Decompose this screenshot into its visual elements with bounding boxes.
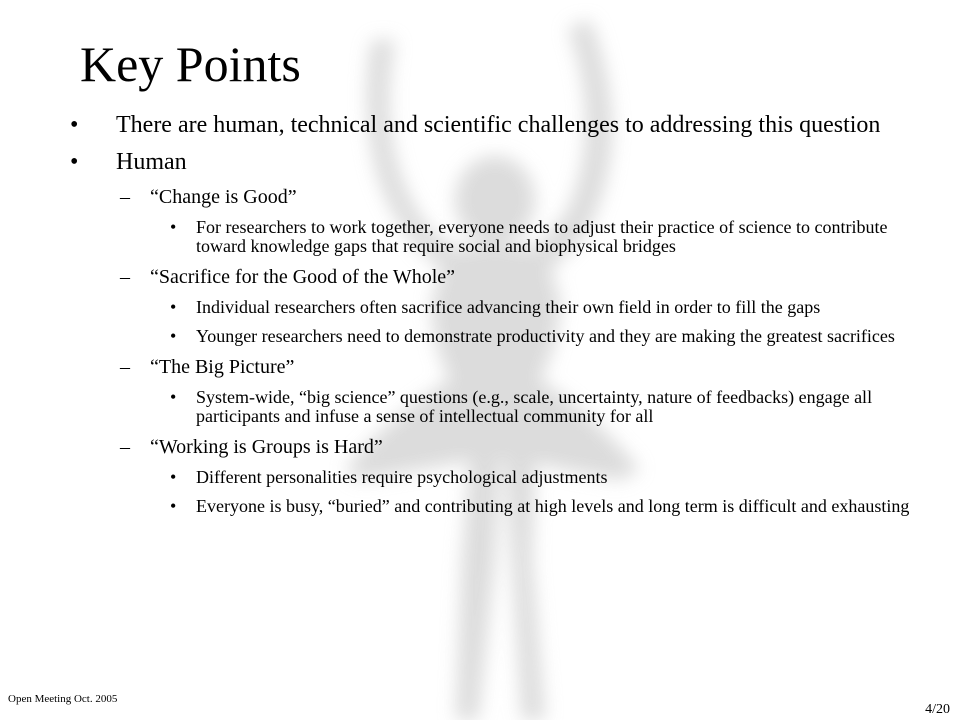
sub-bullet-text: Different personalities require psychological adjustments: [196, 467, 608, 487]
sub-bullet: [70, 497, 930, 516]
sub-heading-text: “The Big Picture”: [150, 356, 295, 378]
sub-bullet-text: Younger researchers need to demonstrate productivity and they are making the greatest sacrifices: [196, 326, 895, 346]
bullet-icon: •: [170, 297, 177, 317]
sub-bullet: [70, 327, 930, 346]
sub-bullet: [70, 298, 930, 317]
dash-icon: –: [120, 356, 130, 378]
sub-bullet: [70, 218, 930, 256]
bullet-icon: •: [170, 217, 177, 237]
dash-icon: –: [120, 186, 130, 208]
bullet-text: There are human, technical and scientific challenges to addressing this question: [116, 112, 881, 138]
sub-heading: [70, 186, 930, 208]
page-number: 4/20: [925, 702, 950, 717]
bullet-point: [70, 112, 930, 138]
slide-footer: Open Meeting Oct. 2005: [8, 693, 118, 705]
dash-icon: –: [120, 266, 130, 288]
bullet-icon: •: [170, 387, 177, 407]
sub-heading: [70, 266, 930, 288]
bullet-icon: •: [170, 496, 177, 516]
sub-heading-text: “Sacrifice for the Good of the Whole”: [150, 266, 456, 288]
sub-heading-text: “Working is Groups is Hard”: [150, 436, 383, 458]
bullet-icon: •: [70, 112, 79, 138]
bullet-text: Human: [116, 149, 187, 175]
sub-bullet: [70, 388, 930, 426]
sub-heading-text: “Change is Good”: [150, 186, 297, 208]
sub-bullet-text: For researchers to work together, everyone needs to adjust their practice of science to contribute toward knowledge gaps that require social and biophysical bridges: [196, 217, 888, 256]
bullet-icon: •: [170, 467, 177, 487]
bullet-icon: •: [70, 149, 79, 175]
sub-heading: [70, 356, 930, 378]
sub-bullet-text: System-wide, “big science” questions (e.g., scale, uncertainty, nature of feedbacks) engage all participants and infuse a sense of intellectual community for all: [196, 387, 873, 426]
sub-bullet: [70, 468, 930, 487]
dash-icon: –: [120, 436, 130, 458]
slide-title: Key Points: [80, 36, 301, 92]
bullet-point: [70, 149, 930, 175]
slide-content: [70, 112, 930, 526]
sub-heading: [70, 436, 930, 458]
sub-bullet-text: Individual researchers often sacrifice advancing their own field in order to fill the gaps: [196, 297, 821, 317]
bullet-icon: •: [170, 326, 177, 346]
sub-bullet-text: Everyone is busy, “buried” and contributing at high levels and long term is difficult and exhausting: [196, 496, 910, 516]
